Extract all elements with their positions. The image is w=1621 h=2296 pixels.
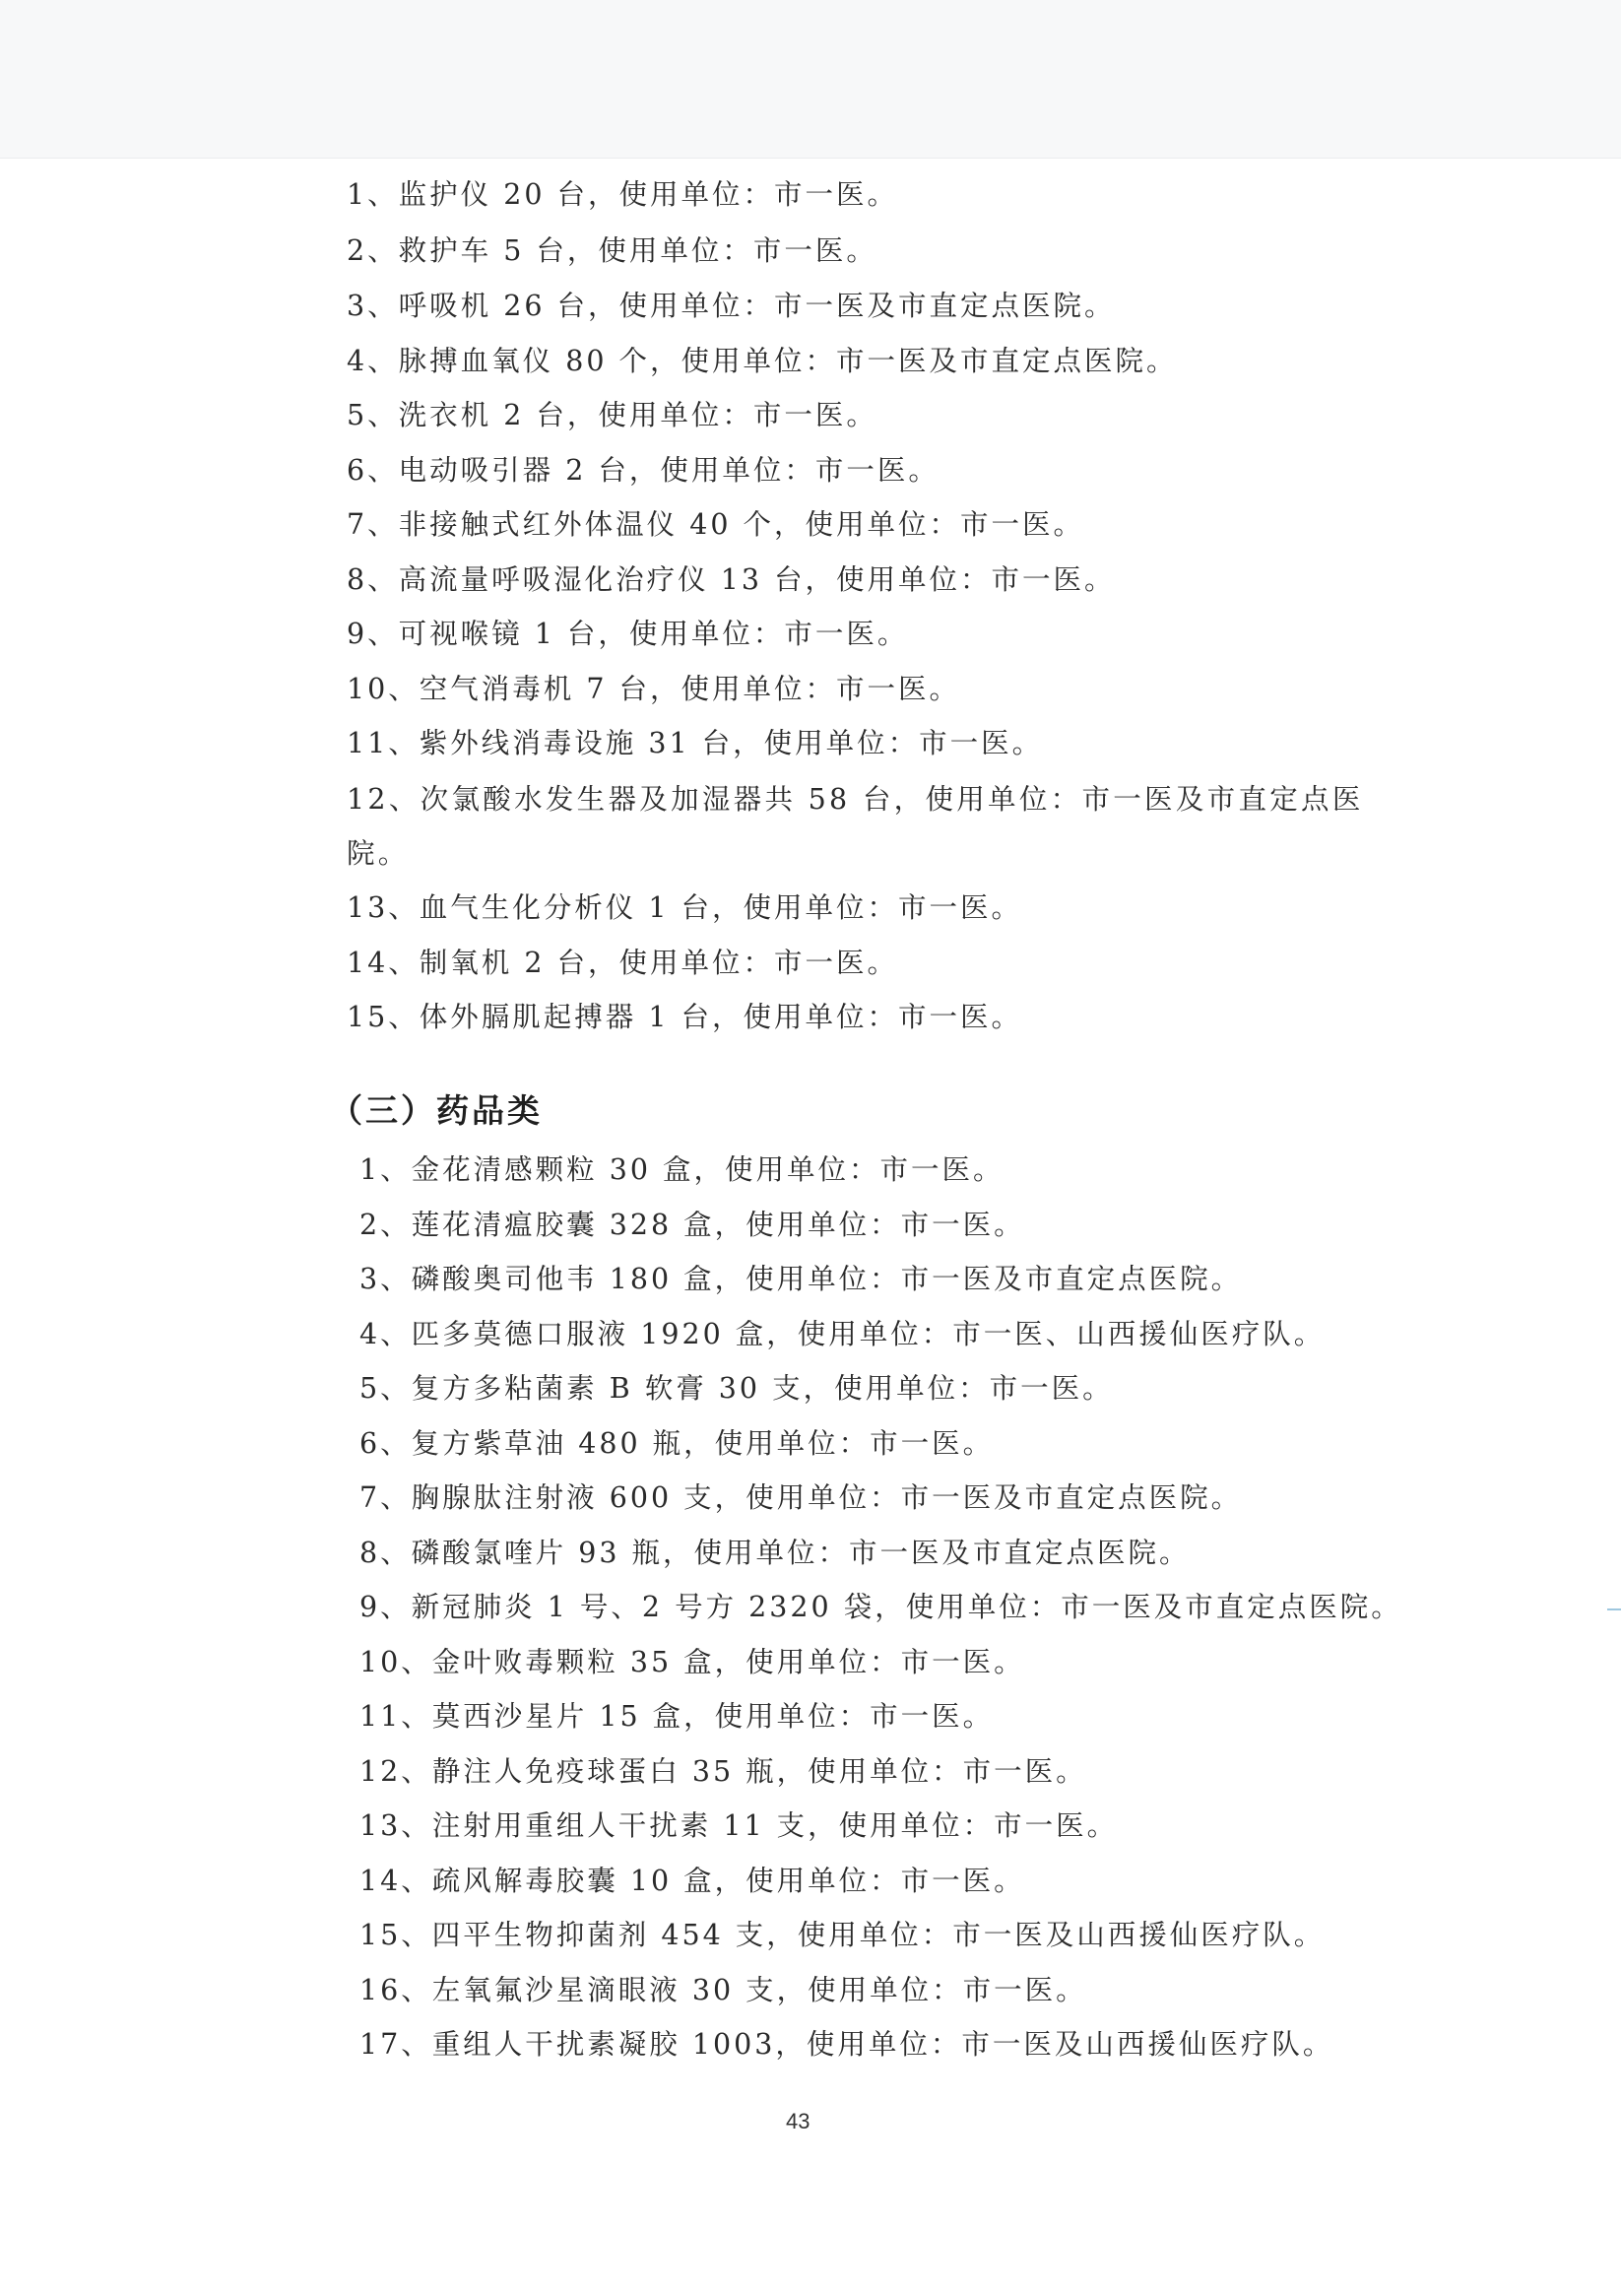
drug-item: 12、静注人免疫球蛋白 35 瓶，使用单位：市一医。	[359, 1755, 1087, 1788]
scan-shadow-band	[0, 0, 1621, 159]
equipment-item: 10、空气消毒机 7 台，使用单位：市一医。	[347, 673, 961, 705]
drug-item: 6、复方紫草油 480 瓶，使用单位：市一医。	[359, 1427, 995, 1460]
drug-item: 9、新冠肺炎 1 号、2 号方 2320 袋，使用单位：市一医及市直定点医院。	[359, 1591, 1402, 1623]
equipment-item: 12、次氯酸水发生器及加湿器共 58 台，使用单位：市一医及市直定点医院。	[347, 783, 1364, 870]
drug-item: 3、磷酸奥司他韦 180 盒，使用单位：市一医及市直定点医院。	[359, 1263, 1243, 1295]
drug-item: 1、金花清感颗粒 30 盒，使用单位：市一医。	[359, 1153, 1005, 1186]
drug-item: 13、注射用重组人干扰素 11 支，使用单位：市一医。	[359, 1809, 1119, 1842]
drug-item: 17、重组人干扰素凝胶 1003，使用单位：市一医及山西援仙医疗队。	[359, 2028, 1334, 2061]
equipment-item: 7、非接触式红外体温仪 40 个，使用单位：市一医。	[347, 508, 1085, 541]
drug-item: 8、磷酸氯喹片 93 瓶，使用单位：市一医及市直定点医院。	[359, 1537, 1191, 1569]
equipment-item: 6、电动吸引器 2 台，使用单位：市一医。	[347, 454, 940, 487]
equipment-item: 8、高流量呼吸湿化治疗仪 13 台，使用单位：市一医。	[347, 563, 1116, 596]
equipment-item: 5、洗衣机 2 台，使用单位：市一医。	[347, 399, 877, 431]
equipment-item: 15、体外膈肌起搏器 1 台，使用单位：市一医。	[347, 1001, 1023, 1033]
drug-item: 11、莫西沙星片 15 盒，使用单位：市一医。	[359, 1700, 995, 1733]
equipment-item: 9、可视喉镜 1 台，使用单位：市一医。	[347, 618, 909, 650]
drug-item: 4、匹多莫德口服液 1920 盒，使用单位：市一医、山西援仙医疗队。	[359, 1318, 1326, 1350]
drug-item: 10、金叶败毒颗粒 35 盒，使用单位：市一医。	[359, 1646, 1025, 1678]
equipment-item: 3、呼吸机 26 台，使用单位：市一医及市直定点医院。	[347, 290, 1116, 322]
drug-item: 16、左氧氟沙星滴眼液 30 支，使用单位：市一医。	[359, 1974, 1087, 2006]
equipment-item: 2、救护车 5 台，使用单位：市一医。	[347, 234, 877, 267]
drug-item: 15、四平生物抑菌剂 454 支，使用单位：市一医及山西援仙医疗队。	[359, 1919, 1326, 1951]
section-title: （三）药品类	[330, 1091, 543, 1130]
drug-item: 2、莲花清瘟胶囊 328 盒，使用单位：市一医。	[359, 1209, 1025, 1241]
equipment-item: 1、监护仪 20 台，使用单位：市一医。	[347, 178, 899, 211]
drug-item: 5、复方多粘菌素 B 软膏 30 支，使用单位：市一医。	[359, 1372, 1114, 1405]
equipment-item: 13、血气生化分析仪 1 台，使用单位：市一医。	[347, 891, 1023, 924]
equipment-item: 14、制氧机 2 台，使用单位：市一医。	[347, 947, 899, 979]
scan-edge-mark	[1607, 1608, 1621, 1610]
equipment-item: 11、紫外线消毒设施 31 台，使用单位：市一医。	[347, 727, 1044, 759]
drug-item: 7、胸腺肽注射液 600 支，使用单位：市一医及市直定点医院。	[359, 1481, 1243, 1514]
equipment-item: 4、脉搏血氧仪 80 个，使用单位：市一医及市直定点医院。	[347, 345, 1178, 377]
drug-item: 14、疏风解毒胶囊 10 盒，使用单位：市一医。	[359, 1865, 1025, 1897]
page-number: 43	[786, 2109, 810, 2133]
